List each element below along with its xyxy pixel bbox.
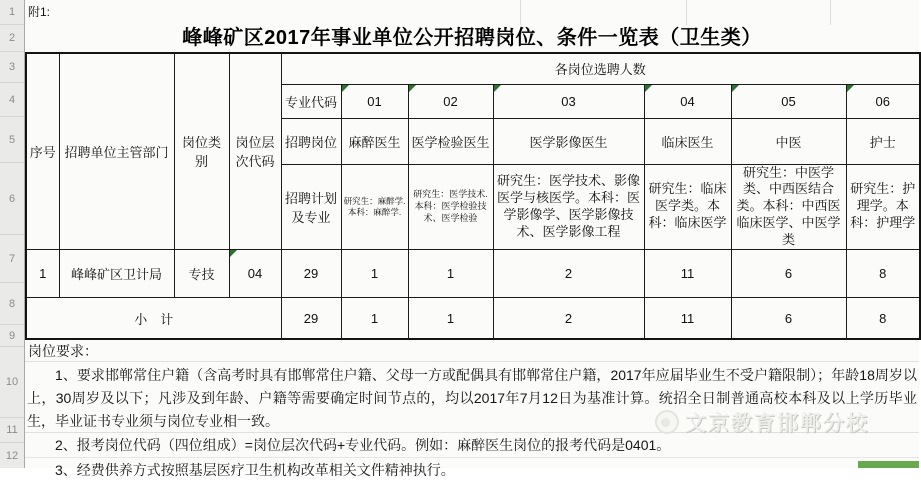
attachment-label-cell[interactable]: 附1: xyxy=(28,5,51,19)
row-number[interactable]: 9 xyxy=(0,325,24,347)
code-value: 04 xyxy=(680,93,695,109)
post-cell[interactable]: 中医 xyxy=(731,118,846,164)
row-number-gutter xyxy=(0,0,25,468)
note-item-cell[interactable]: 1、要求邯郸常住户籍（含高考时具有邯郸常住户籍、父母一方或配偶具有邯郸常住户籍，2017年应届毕业生不受户籍限制）；年龄18周岁以上，30周岁及以下；凡涉及到年龄、户籍等需要确定时间节点的，均以2017年7月12日为基准计算。统招全日制普通高校本科及以上学历毕业生，毕业证书专业须与岗位专业相一致。 xyxy=(25,362,919,433)
code-cell[interactable] xyxy=(731,84,846,118)
code-value: 02 xyxy=(443,93,458,109)
subtotal-label-cell[interactable]: 小 计 xyxy=(26,297,281,339)
code-value: 06 xyxy=(875,93,890,109)
code-cell[interactable] xyxy=(493,84,644,118)
recruitment-table xyxy=(25,52,921,340)
note-item-cell[interactable]: 2、报考岗位代码（四位组成）=岗位层次代码+专业代码。例如：麻醉医生岗位的报考代码是0401。 xyxy=(25,433,919,458)
code-cell[interactable] xyxy=(644,84,731,118)
cell-flag-triangle-icon xyxy=(732,85,739,92)
row-number[interactable]: 10 xyxy=(0,347,24,418)
row-label-plan-cell[interactable]: 招聘计划及专业 xyxy=(281,164,341,249)
header-group-cell[interactable]: 各岗位选聘人数 xyxy=(281,53,920,84)
subtotal-count-cell[interactable]: 1 xyxy=(341,297,408,339)
row-number[interactable]: 5 xyxy=(0,117,24,163)
row-number[interactable]: 11 xyxy=(0,418,24,443)
code-value: 05 xyxy=(781,93,796,109)
cell-flag-triangle-icon xyxy=(494,85,501,92)
data-count-cell[interactable]: 11 xyxy=(644,249,731,297)
row-number[interactable]: 8 xyxy=(0,283,24,325)
post-cell[interactable]: 麻醉医生 xyxy=(341,118,408,164)
post-cell[interactable]: 临床医生 xyxy=(644,118,731,164)
code-cell[interactable] xyxy=(846,84,920,118)
header-dept-cell[interactable]: 招聘单位主管部门 xyxy=(59,53,174,249)
post-cell[interactable]: 医学检验医生 xyxy=(408,118,493,164)
code-cell[interactable] xyxy=(341,84,408,118)
data-count-cell[interactable]: 1 xyxy=(408,249,493,297)
code-value: 01 xyxy=(367,93,382,109)
row-number[interactable]: 6 xyxy=(0,163,24,235)
subtotal-count-cell[interactable]: 2 xyxy=(493,297,644,339)
cell-flag-triangle-icon xyxy=(645,85,652,92)
subtotal-plan-cell[interactable]: 29 xyxy=(281,297,341,339)
data-count-cell[interactable]: 2 xyxy=(493,249,644,297)
major-cell[interactable]: 研究生：医学技术.本科：医学检验技术、医学检验 xyxy=(408,164,493,249)
gridline xyxy=(830,0,831,25)
cell-flag-triangle-icon xyxy=(847,85,854,92)
major-cell[interactable]: 研究生：医学技术、影像医学与核医学。本科：医学影像学、医学影像技术、医学影像工程 xyxy=(493,164,644,249)
level-code-value: 04 xyxy=(247,265,263,281)
major-cell[interactable]: 研究生：临床医学类。本科：临床医学 xyxy=(644,164,731,249)
code-value: 03 xyxy=(561,93,576,109)
row-number[interactable]: 1 xyxy=(0,0,24,25)
row-label-code-cell[interactable]: 专业代码 xyxy=(281,84,341,118)
header-seq-cell[interactable]: 序号 xyxy=(26,53,59,249)
header-level-code-cell[interactable]: 岗位层次代码 xyxy=(229,53,281,249)
gridline xyxy=(686,0,687,25)
major-cell[interactable]: 研究生：护理学。本科：护理学 xyxy=(846,164,920,249)
subtotal-count-cell[interactable]: 11 xyxy=(644,297,731,339)
subtotal-count-cell[interactable]: 6 xyxy=(731,297,846,339)
data-count-cell[interactable]: 6 xyxy=(731,249,846,297)
row-number[interactable]: 2 xyxy=(0,25,24,52)
header-category-cell[interactable]: 岗位类别 xyxy=(174,53,229,249)
row-number[interactable]: 7 xyxy=(0,235,24,283)
cell-flag-triangle-icon xyxy=(409,85,416,92)
data-count-cell[interactable]: 1 xyxy=(341,249,408,297)
data-count-cell[interactable]: 8 xyxy=(846,249,920,297)
sheet-title-cell[interactable]: 峰峰矿区2017年事业单位公开招聘岗位、条件一览表（卫生类） xyxy=(182,27,762,49)
data-seq-cell[interactable]: 1 xyxy=(26,249,59,297)
data-plan-cell[interactable]: 29 xyxy=(281,249,341,297)
cell-flag-triangle-icon xyxy=(342,85,349,92)
row-number[interactable]: 12 xyxy=(5,449,19,462)
post-cell[interactable]: 护士 xyxy=(846,118,920,164)
data-category-cell[interactable]: 专技 xyxy=(174,249,229,297)
watermark-text: 文京教育邯郸分校 xyxy=(685,412,869,435)
subtotal-count-cell[interactable]: 8 xyxy=(846,297,920,339)
note-item-cell[interactable]: 3、经费供养方式按照基层医疗卫生机构改革相关文件精神执行。 xyxy=(55,462,455,479)
notes-heading-cell[interactable]: 岗位要求： xyxy=(25,340,919,362)
post-cell[interactable]: 医学影像医生 xyxy=(493,118,644,164)
green-corner-bar xyxy=(858,461,919,468)
row-number[interactable]: 3 xyxy=(0,52,24,83)
code-cell[interactable] xyxy=(408,84,493,118)
major-cell[interactable]: 研究生：中医学类、中西医结合类。本科：中西医临床医学、中医学类 xyxy=(731,164,846,249)
subtotal-count-cell[interactable]: 1 xyxy=(408,297,493,339)
row-number[interactable]: 4 xyxy=(0,83,24,117)
row-label-post-cell[interactable]: 招聘岗位 xyxy=(281,118,341,164)
cell-flag-triangle-icon xyxy=(230,250,237,257)
major-cell[interactable]: 研究生：麻醉学.本科：麻醉学. xyxy=(341,164,408,249)
gridline xyxy=(520,0,521,25)
data-level-code-cell[interactable] xyxy=(229,249,281,297)
data-dept-cell[interactable]: 峰峰矿区卫计局 xyxy=(59,249,174,297)
